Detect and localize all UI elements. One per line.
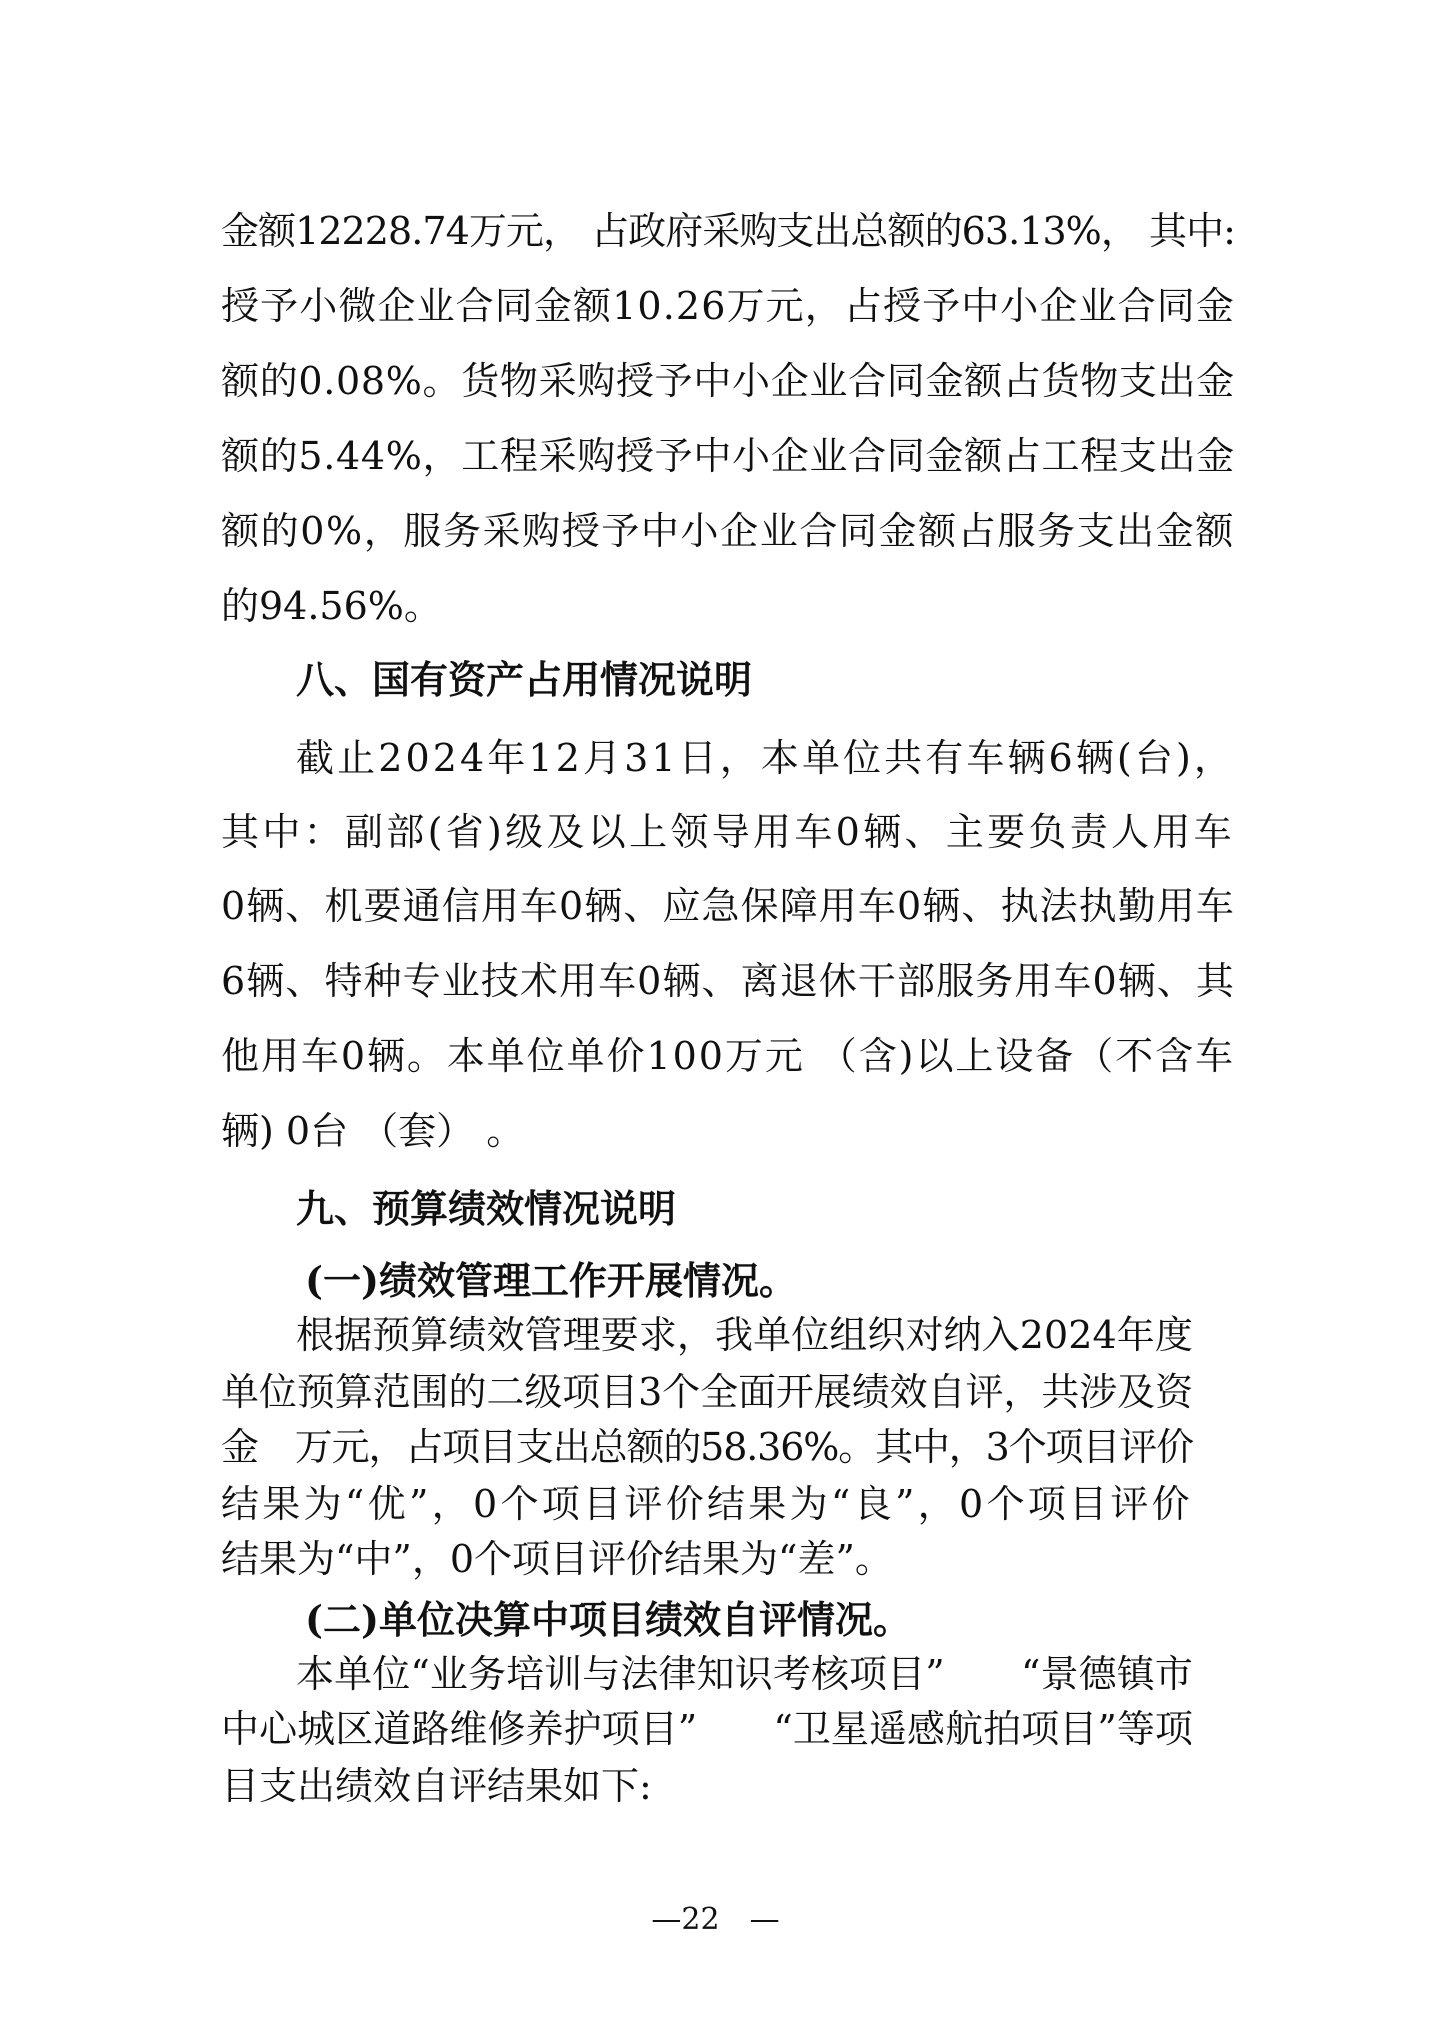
text-line: 中心城区道路维修养护项目” “卫星遥感航拍项目”等项 <box>221 1707 1193 1751</box>
page-number: —22 — <box>651 1902 780 1937</box>
text-line: 结果为“优”，0个项目评价结果为“良”，0个项目评价 <box>221 1482 1193 1526</box>
text-line: 金 万元，占项目支出总额的58.36%。其中，3个项目评价 <box>221 1425 1193 1469</box>
text-line: 他用车0辆。本单位单价100万元 （含)以上设备（不含车 <box>221 1034 1235 1078</box>
text-line: 金额12228.74万元， 占政府采购支出总额的63.13%， 其中: <box>221 209 1235 253</box>
subsection-heading: (一)绩效管理工作开展情况。 <box>305 1258 797 1303</box>
text-line: 0辆、机要通信用车0辆、应急保障用车0辆、执法执勤用车 <box>221 884 1235 928</box>
text-line: 授予小微企业合同金额10.26万元，占授予中小企业合同金 <box>221 284 1235 328</box>
subsection-heading: (二)单位决算中项目绩效自评情况。 <box>305 1597 911 1642</box>
section-heading: 八、国有资产占用情况说明 <box>296 657 753 702</box>
text-line: 的94.56%。 <box>221 584 442 628</box>
text-line: 额的0.08%。货物采购授予中小企业合同金额占货物支出金 <box>221 359 1235 403</box>
text-line: 目支出绩效自评结果如下: <box>221 1764 652 1808</box>
text-line: 截止2024年12月31日，本单位共有车辆6辆(台)， <box>296 736 1235 780</box>
text-line: 额的5.44%，工程采购授予中小企业合同金额占工程支出金 <box>221 434 1235 478</box>
text-line: 其中：副部(省)级及以上领导用车0辆、主要负责人用车 <box>221 810 1235 854</box>
text-line: 本单位“业务培训与法律知识考核项目” “景德镇市 <box>296 1652 1193 1696</box>
text-line: 根据预算绩效管理要求，我单位组织对纳入2024年度 <box>296 1313 1193 1357</box>
text-line: 辆) 0台 （套） 。 <box>221 1109 525 1153</box>
text-line: 6辆、特种专业技术用车0辆、离退休干部服务用车0辆、其 <box>221 959 1235 1003</box>
text-line: 结果为“中”，0个项目评价结果为“差”。 <box>221 1537 893 1581</box>
text-line: 额的0%，服务采购授予中小企业合同金额占服务支出金额 <box>221 509 1235 553</box>
text-line: 单位预算范围的二级项目3个全面开展绩效自评，共涉及资 <box>221 1370 1193 1414</box>
section-heading: 九、预算绩效情况说明 <box>296 1186 677 1231</box>
